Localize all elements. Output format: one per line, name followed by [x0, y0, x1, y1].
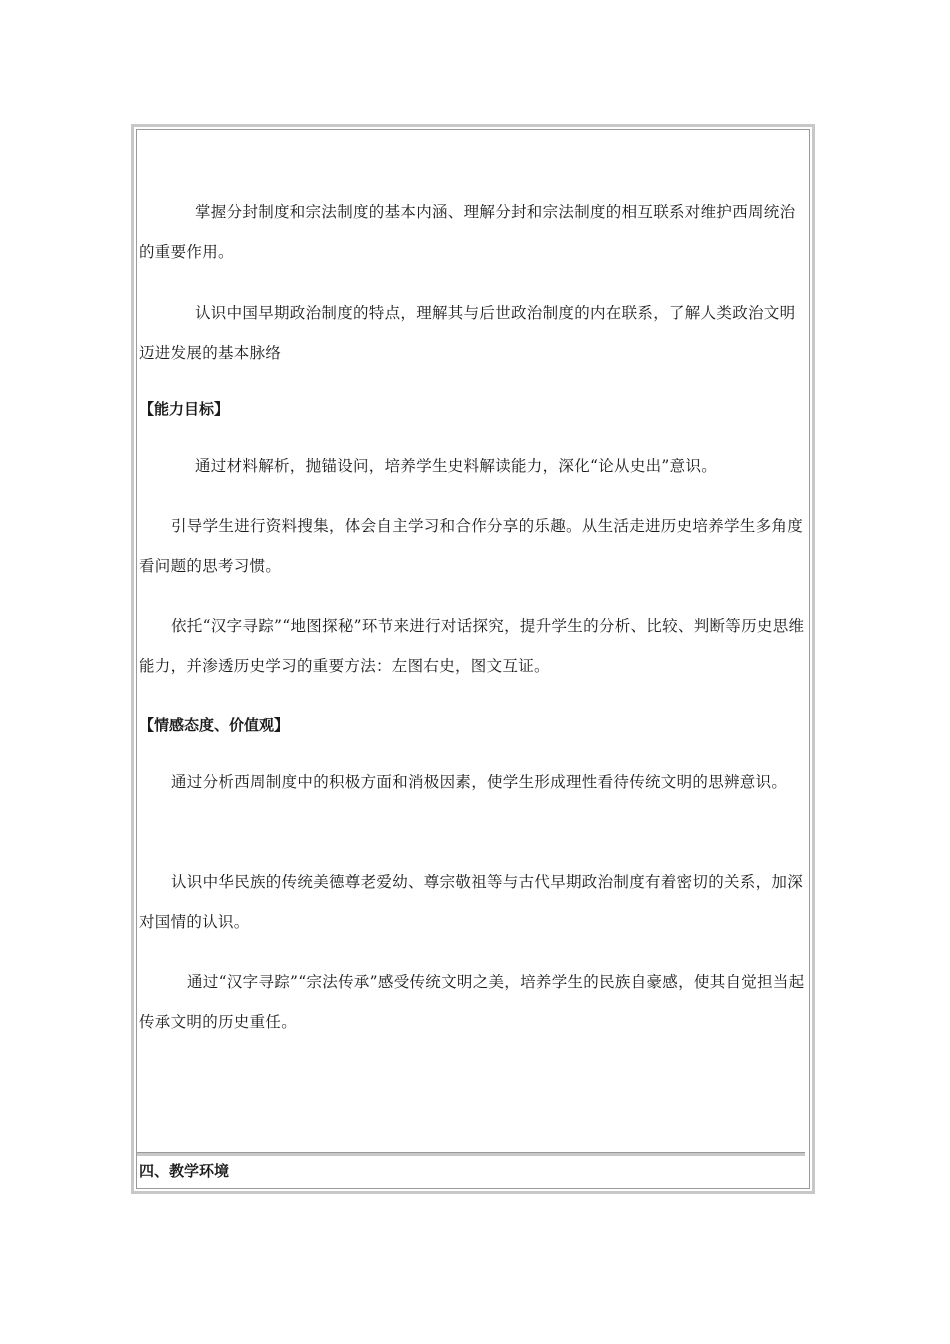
- emotion-goal-paragraph-1: 通过分析西周制度中的积极方面和消极因素，使学生形成理性看待传统文明的思辨意识。: [171, 773, 788, 791]
- ability-goal-paragraph-1: 通过材料解析，抛锚设问，培养学生史料解读能力，深化“论从史出”意识。: [195, 457, 718, 475]
- knowledge-goal-paragraph-1: 掌握分封制度和宗法制度的基本内涵、理解分封和宗法制度的相互联系对维护西周统治的重要作用。: [139, 203, 796, 261]
- table-frame: [136, 129, 810, 1189]
- ability-goal-paragraph-3: 依托“汉字寻踪”“地图探秘”环节来进行对话探究，提升学生的分析、比较、判断等历史思维能力，并渗透历史学习的重要方法：左图右史，图文互证。: [139, 617, 805, 675]
- emotion-goal-paragraph-2: 认识中华民族的传统美德尊老爱幼、尊宗敬祖等与古代早期政治制度有着密切的关系，加深对国情的认识。: [139, 873, 804, 931]
- lesson-plan-table: [131, 124, 815, 1194]
- knowledge-goal-paragraph-2: 认识中国早期政治制度的特点，理解其与后世政治制度的内在联系，了解人类政治文明迈进发展的基本脉络: [139, 304, 796, 362]
- emotion-values-heading: 【情感态度、价值观】: [139, 716, 290, 734]
- emotion-goal-paragraph-3: 通过“汉字寻踪”“宗法传承”感受传统文明之美，培养学生的民族自豪感，使其自觉担当起传承文明的历史重任。: [139, 973, 805, 1031]
- ability-goal-paragraph-2: 引导学生进行资料搜集，体会自主学习和合作分享的乐趣。从生活走进历史培养学生多角度看问题的思考习惯。: [139, 517, 804, 575]
- section-4-heading: 四、教学环境: [139, 1162, 230, 1180]
- ability-goals-heading: 【能力目标】: [139, 400, 230, 418]
- teaching-goals-cell: [137, 130, 809, 1152]
- teaching-environment-cell: [137, 1156, 809, 1188]
